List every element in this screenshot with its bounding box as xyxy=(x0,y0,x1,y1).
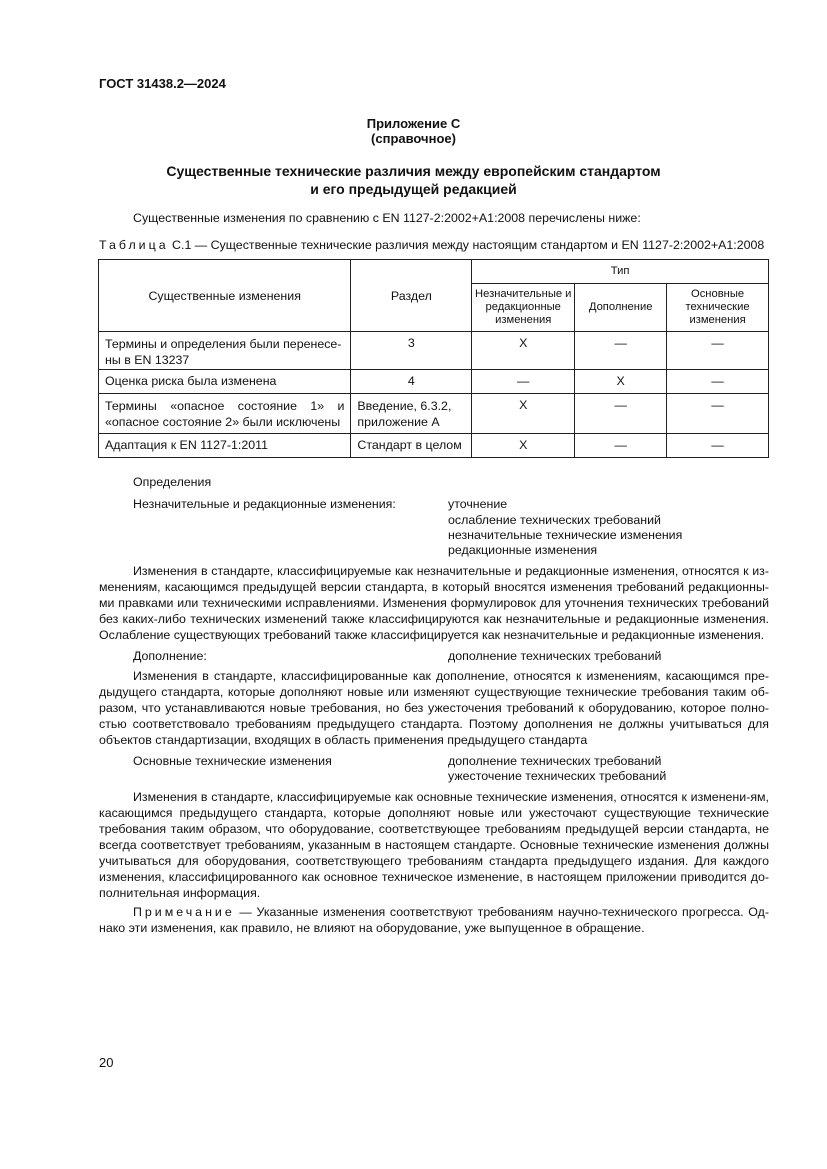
row-minor: X xyxy=(472,332,575,370)
note xyxy=(99,904,769,936)
row-minor: — xyxy=(472,370,575,394)
major-item: ужесточение технических требований xyxy=(448,769,667,783)
table-caption xyxy=(99,237,764,253)
addition-description: Изменения в стандарте, классифицированные как дополнение, относятся к изменениям, касающимся пре-дыдущего стандарта, которые дополняют новые или изменяют существующие технические требования таким об-разом, что устанавливаются новые требования, но без ужесточения требований к оборудованию, которое полно-стью соответствовало требованиям предыдущего стандарта. Поэтому дополнения не должны учитываться для объектов стандартизации, входящих в область применения предыдущего стандарта xyxy=(99,669,769,747)
addition-item: дополнение технических требований xyxy=(448,649,662,663)
header-changes: Существенные изменения xyxy=(99,260,351,332)
header-major: Основные технические изменения xyxy=(667,284,769,332)
row-section: 3 xyxy=(351,332,472,370)
table-row xyxy=(99,434,769,458)
table-row xyxy=(99,332,769,370)
major-label: Основные технические изменения xyxy=(133,754,332,768)
header-minor: Незначительные и редакционные изменения xyxy=(472,284,575,332)
annex-title-line1: Существенные технические различия между европейским стандартом xyxy=(166,163,661,179)
page-number: 20 xyxy=(99,1055,114,1070)
row-major: — xyxy=(667,434,769,458)
minor-item: незначительные технические изменения xyxy=(448,528,683,542)
minor-item: редакционные изменения xyxy=(448,543,598,557)
row-section: 4 xyxy=(351,370,472,394)
row-minor: X xyxy=(472,434,575,458)
row-major: — xyxy=(667,370,769,394)
annex-label: Приложение С xyxy=(366,116,461,131)
major-item: дополнение технических требований xyxy=(448,754,662,768)
row-change: Адаптация к EN 1127-1:2011 xyxy=(99,434,351,458)
row-addition: — xyxy=(575,434,667,458)
row-change: Оценка риска была изменена xyxy=(99,370,351,394)
row-major: — xyxy=(667,332,769,370)
table-caption-text: С.1 — Существенные технические различия между настоящим стандартом и EN 1127-2:2002+A1:2008 xyxy=(172,238,765,252)
note-prefix: Примечание xyxy=(133,905,235,919)
row-minor: X xyxy=(472,394,575,434)
minor-item: уточнение xyxy=(448,497,508,511)
minor-description: Изменения в стандарте, классифицируемые как незначительные и редакционные изменения, относятся к из-менениям, касающимся предыдущей версии стандарта, в который вносятся изменения требований редакционны-ми правками или техническими исправлениями. Изменения формулировок для уточнения технических требований без каких-либо технических изменений также классифицируются как незначительные и редакционные изменения. Ослабление существующих требований также классифицируется как незначительные и редакционные изменения. xyxy=(99,564,769,642)
row-addition: — xyxy=(575,332,667,370)
row-change: Термины «опасное состояние 1» и «опасное состояние 2» были исключены xyxy=(99,394,351,434)
annex-title-line2: и его предыдущей редакцией xyxy=(310,181,517,197)
minor-item: ослабление технических требований xyxy=(448,513,661,527)
changes-table xyxy=(98,259,769,458)
row-section: Введение, 6.3.2, приложение А xyxy=(351,394,472,434)
note-text: — Указанные изменения соответствуют требованиям научно-технического прогресса. Од-нако эти изменения, как правило, не влияют на оборудование, уже выпущенное в обращение. xyxy=(99,905,769,935)
definitions-heading: Определения xyxy=(133,475,212,489)
header-type: Тип xyxy=(472,260,769,284)
intro-text: Существенные изменения по сравнению с EN 1127-2:2002+A1:2008 перечислены ниже: xyxy=(133,211,641,225)
table-row xyxy=(99,394,769,434)
document-header: ГОСТ 31438.2—2024 xyxy=(99,76,226,91)
row-section: Стандарт в целом xyxy=(351,434,472,458)
header-addition: Дополнение xyxy=(575,284,667,332)
row-addition: X xyxy=(575,370,667,394)
major-description: Изменения в стандарте, классифицируемые как основные технические изменения, относятся к изменени-ям, касающимся предыдущего стандарта, которые дополняют новые или ужесточают существующие технические требования таким образом, что оборудование, соответствующее требованиям предыдущей версии стандарта, не всегда соответствует требованиям, указанным в настоящем стандарте. Основные технические изменения должны учитываться для оборудования, соответствующего требованиям стандарта предыдущего издания. Для каждого изменения, классифицированного как основное техническое изменение, в настоящем приложении приводится до-полнительная информация. xyxy=(99,790,769,900)
row-change: Термины и определения были перенесе-ны в EN 13237 xyxy=(99,332,351,370)
minor-label: Незначительные и редакционные изменения: xyxy=(133,497,396,511)
row-addition: — xyxy=(575,394,667,434)
addition-label: Дополнение: xyxy=(133,649,207,663)
row-major: — xyxy=(667,394,769,434)
table-caption-prefix: Таблица xyxy=(99,238,169,252)
annex-status: (справочное) xyxy=(371,131,456,146)
table-row xyxy=(99,370,769,394)
header-section: Раздел xyxy=(351,260,472,332)
